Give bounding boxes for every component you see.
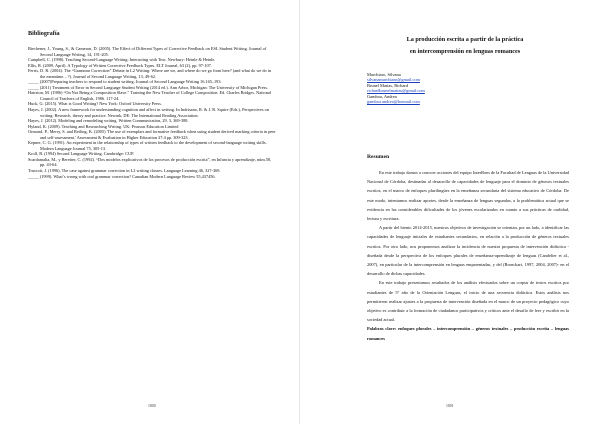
reference-entry: Campbell, C. (1998). Teaching Second-Language Writing: Interacting with Text. Newbury: Heinle & Heinle. bbox=[28, 57, 216, 63]
reference-entry: _____ (2007)Preparing teachers to respond to student writing. Journal of Second Language Writing 16,165–193. bbox=[28, 79, 222, 85]
article-title-line-1: La producción escrita a partir de la práctica bbox=[406, 36, 524, 43]
abstract-paragraph-3: En este trabajo presentamos resultados de los análisis efectuados sobre un corpus de textos escritos por estudiantes de 5° año de la Orientación Lenguas, el inicio de una secuencia didáctica. Estos análisis nos permitieron realizar ajustes a la propuesta de intervención diseñada en el marco de un proyecto pedagógico cuyo objetivo es contribuir a la formación de ciudadanos participativos y críticos ante el desafío de leer y escribir en la sociedad actual. bbox=[367, 280, 569, 323]
reference-entry: Biechener, J., Young, S., & Cameron, D. (2005). The Effect of Different Types of Corrective Feedback on ESL Student Writing. Journal of Second Language Writing, 14, 191-205. bbox=[28, 46, 267, 57]
abstract-paragraph-1: En este trabajo damos a conocer acciones del equipo InterRom de la Facultad de Lenguas de la Universidad Nacional de Córdoba, destinadas al desarrollo de capacidades de lenguaje para el dominio de géneros textuales escritos, en el marco de enfoques plurilingües en la enseñanza secundaria del sistema educativo de Córdoba. De este modo, intentamos realizar aportes, desde la enseñanza de lenguas segundas, a la problemática actual que se evidencia en las considerables dificultades de los jóvenes escolarizados en cuanto a sus prácticas de oralidad, lectura y escritura. bbox=[367, 170, 569, 222]
author-name: Marchiaro, Silvana bbox=[367, 72, 401, 77]
author-email-link[interactable]: gamboa.andrea@hotmail.com bbox=[367, 99, 420, 105]
right-page bbox=[300, 0, 600, 424]
bibliography-list bbox=[28, 46, 276, 179]
author-block bbox=[367, 72, 567, 104]
author-name: Brunel Matias, Richard bbox=[367, 82, 409, 88]
article-title-line-2: en intercomprensión en lenguas romances bbox=[409, 48, 521, 55]
author-name: Gamboa, Andrea bbox=[367, 93, 397, 99]
abstract-heading: Resumen bbox=[367, 154, 390, 160]
article-title bbox=[360, 34, 570, 58]
reference-entry: Scardamalia, M., y Bereiter, C. (1992). “Dos modelos explicativos de los procesos de producción escrita”, en Infancia y aprendizaje, núm.58, pp. 43-64. bbox=[28, 156, 272, 168]
reference-entry: Hayes, J. (2012). Modeling and remodeling writing. Written Communication, 29, 3, 369-388. bbox=[28, 118, 189, 124]
reference-entry: Hairston, M. (1986) “On Not Being a Composition Slave.” Training the New Teacher of College Composition. Ed. Charles Bridges. National Council of Teachers of English, 1986. 117-24. bbox=[28, 90, 271, 101]
page-number-left: 1000 bbox=[148, 404, 156, 408]
reference-entry: Truscott, J. (1996). The case against grammar correction in L2 writing classes. Language Learning 46, 327-369. bbox=[28, 168, 221, 174]
reference-entry: _____ (2011) Treatment of Error in Second Language Student Writing (2014 ed.). Ann Arbor, Michigan: The University of Michigan Press. bbox=[28, 84, 269, 90]
page-number-right: 1001 bbox=[446, 404, 454, 408]
reference-entry: Ormond, P., Merry, S. and Reiling, K. (2005) 'The use of exemplars and formative feedback when using student derived marking criteria in peer and self-assessment.' Assessment & Evaluation in Higher Education 27:4 pp. 309-323. bbox=[28, 129, 276, 140]
bibliography-heading: Bibliografía bbox=[28, 30, 60, 37]
reference-entry: Kroll, B. (1994) Second Language Writing. Cambridge: CUP. bbox=[28, 151, 135, 157]
author-email-link[interactable]: richardbrunelmatias@gmail.com bbox=[367, 88, 425, 94]
abstract-paragraph-2: A partir del bienio 2014-2015, nuestros objetivos de investigación se orientan, por un lado, a identificar las capacidades de lenguaje iniciales de estudiantes secundarios, en relación a la producción de géneros textuales escritos. Por otro lado, nos proponemos analizar la incidencia de nuestra propuesta de intervención didáctica -diseñada desde la perspectiva de los enfoques plurales de enseñanza-aprendizaje de lenguas (Candelier et al., 2007), en particular de la intercomprensión en lenguas emparentadas, y del (Bronckart, 1997, 2004, 2007)- en el desarrollo de dichas capacidades. bbox=[367, 225, 569, 277]
reference-entry: Ellis, R. (2009, April). A Typology of Written Corrective Feedback Types. ELT Journal, 63 (2), pp. 97-107. bbox=[28, 62, 212, 68]
keywords: Palabras clave: enfoques plurales – intercomprensión – géneros textuales – producción escrita – lenguas romances bbox=[367, 326, 569, 341]
reference-entry: _____ (1999). What’s wrong with oral grammar correction? Canadian Modern Language Review 55,437456. bbox=[28, 173, 216, 179]
reference-entry: Hyland, K. (2009). Teaching and Researching Writing. UK: Pearson Education Limited bbox=[28, 123, 179, 129]
reference-entry: Ferris, D. R. (2004). The “Grammar Correction” Debate in L2 Writing: Where are we, and where do we go from here? (and what do we do in the meantime…?). Journal of Second Language Writing, 13, 49-62. bbox=[28, 68, 272, 79]
reference-entry: Huck, G. (2015). What is Good Writing? New York: Oxford University Press. bbox=[28, 101, 162, 107]
author-email-link[interactable]: silvanamarchiaro@gmail.com bbox=[367, 77, 420, 83]
reference-entry: Hayes, J. (2002). A new framework for understanding cognition and affect in writing. In Indrisano, R. & J. R. Squire (Eds.), Perspectives on writing: Research, theory and practice. Newark, DE: The International Reading Association. bbox=[28, 107, 269, 118]
reference-entry: Kepner, C. G. (1991). An experiment in the relationship of types of written feedback to the development of second-language writing skills. Modern Language Journal 75, 305-13. bbox=[28, 140, 267, 151]
abstract-body bbox=[367, 168, 569, 343]
